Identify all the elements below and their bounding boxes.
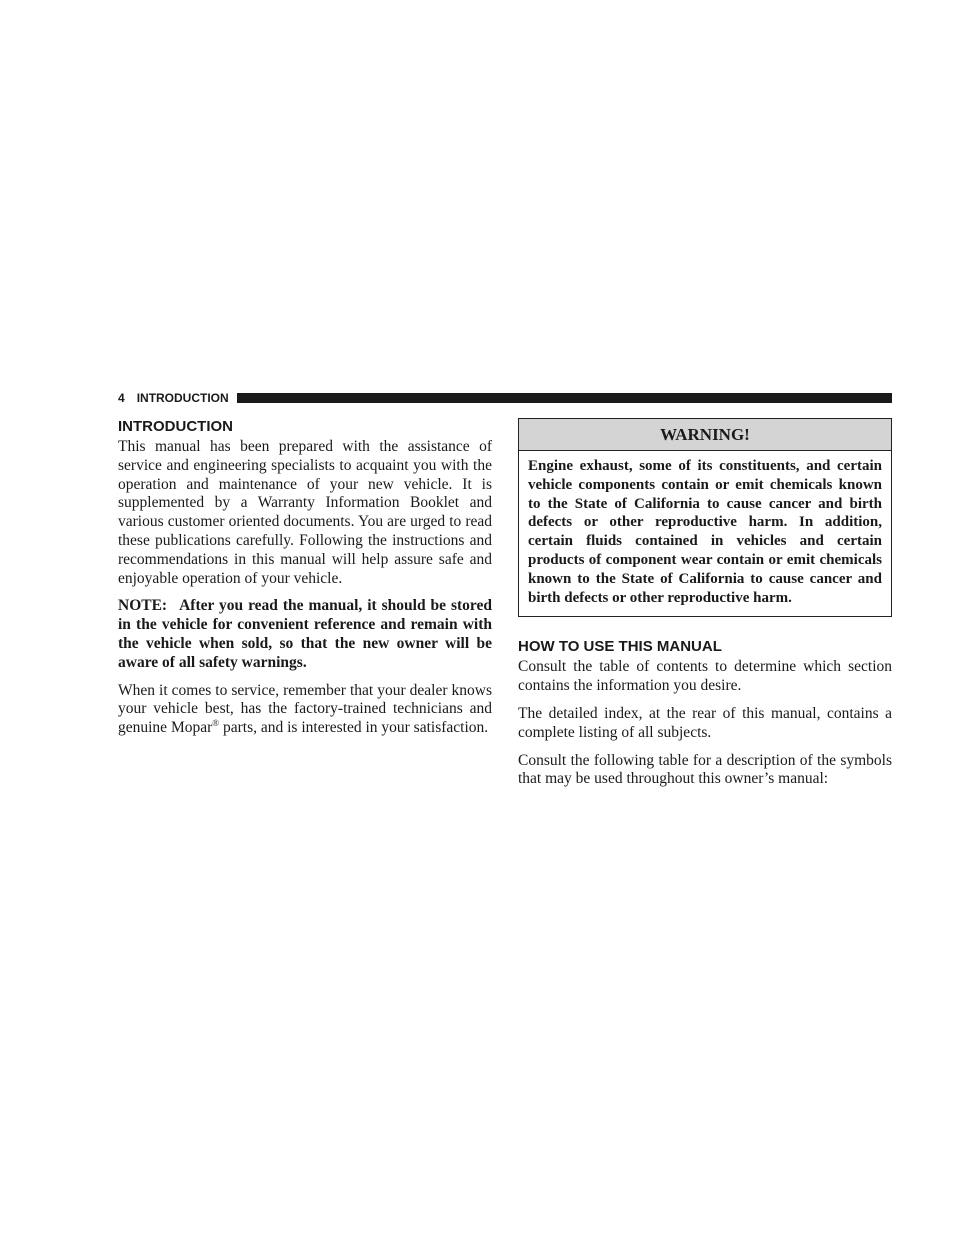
registered-mark: ® (212, 718, 220, 728)
service-text-b: parts, and is interested in your satisfaction. (219, 719, 489, 737)
note-label: NOTE: (118, 597, 168, 615)
note-paragraph (118, 597, 492, 672)
index-paragraph: The detailed index, at the rear of this manual, contains a complete listing of all subjects. (518, 704, 892, 741)
warning-text: Engine exhaust, some of its constituents, and certain vehicle components contain or emit chemicals known to the State of California to cause cancer and birth defects or other reproductive harm. In addition, certain fluids contained in vehicles and certain products of component wear contain or emit chemicals known to the State of California to cause cancer and birth defects or other reproductive harm. (528, 458, 882, 606)
service-paragraph (118, 682, 492, 738)
note-text: After you read the manual, it should be stored in the vehicle for convenient reference and remain with the vehicle when sold, so that the new owner will be aware of all safety warnings. (118, 597, 492, 671)
how-to-use-heading: HOW TO USE THIS MANUAL (518, 638, 722, 656)
toc-paragraph: Consult the table of contents to determine which section contains the information you desire. (518, 658, 892, 695)
right-column (518, 418, 892, 798)
symbols-paragraph: Consult the following table for a description of the symbols that may be used throughout this owner’s manual: (518, 751, 892, 788)
how-to-use-section (518, 637, 892, 789)
page-number: 4 (118, 391, 125, 405)
service-text-a: When it comes to service, remember that your dealer knows your vehicle best, has the factory-trained technicians and genuine Mopar (118, 681, 492, 737)
warning-box (518, 418, 892, 617)
intro-paragraph: This manual has been prepared with the assistance of service and engineering specialists to acquaint you with the operation and maintenance of your new vehicle. It is supplemented by a Warranty Information Booklet and various customer oriented documents. You are urged to read these publications carefully. Following the instructions and recommendations in this manual will help assure safe and enjoyable operation of your vehicle. (118, 438, 492, 587)
header-rule (237, 393, 892, 403)
left-column (118, 417, 492, 747)
introduction-heading: INTRODUCTION (118, 418, 233, 435)
page-header (118, 390, 892, 406)
section-title: INTRODUCTION (136, 391, 229, 405)
warning-title: WARNING! (519, 419, 891, 451)
